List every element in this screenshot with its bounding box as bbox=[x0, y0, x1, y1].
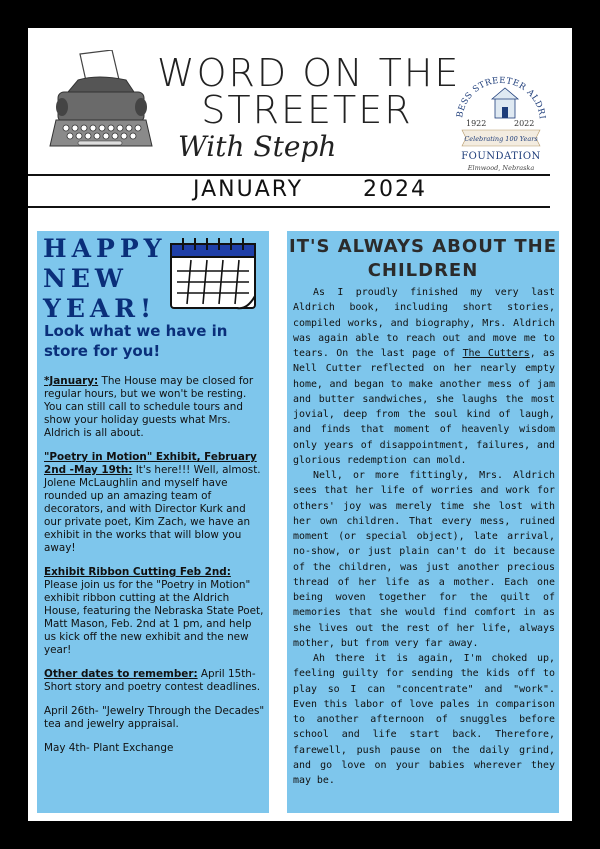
foundation-logo bbox=[452, 64, 550, 184]
newsletter-page bbox=[28, 28, 572, 821]
event-january: *January: The House may be closed for regular hours, but we won't be resting. You can still call to schedule tours and show your holiday guests what Mrs. Aldrich is all about. bbox=[44, 375, 254, 439]
issue-month: JANUARY bbox=[193, 177, 304, 202]
newsletter-title-line1: WORD ON THE bbox=[157, 51, 461, 95]
event-ribbon-cutting: Exhibit Ribbon Cutting Feb 2nd: Please join us for the "Poetry in Motion" exhibit ribbon cutting at the Aldrich House, featuring the Nebraska State Poet, Matt Mason, Feb. 2nd at 1 pm, and help us kick off the new exhibit and the new year! bbox=[44, 566, 264, 656]
svg-text:2022: 2022 bbox=[514, 119, 535, 128]
calendar-icon bbox=[167, 236, 259, 312]
svg-text:Elmwood, Nebraska: Elmwood, Nebraska bbox=[467, 164, 535, 172]
happy-new-year-heading: HAPPY NEW YEAR! bbox=[43, 234, 167, 323]
events-column bbox=[37, 231, 269, 813]
event-plant-exchange: May 4th- Plant Exchange bbox=[44, 742, 174, 754]
article-paragraph: Nell, or more fittingly, Mrs. Aldrich sees that her life of worries and work for others' joy was merely time she lost with her own children. That every mess, ruined moment (or special object), late arrival, no-show, or just plain can't do it because of the children, was just another precious thread of her life as a mother. Each one being woven together for the quilt of memories that she would find comfort in as she lives out the rest of her life, always mother, but from very far away. bbox=[293, 470, 555, 649]
store-subheading: Look what we have in store for you! bbox=[44, 322, 228, 360]
svg-text:Celebrating 100 Years: Celebrating 100 Years bbox=[464, 135, 538, 143]
date-banner bbox=[28, 174, 550, 208]
svg-text:FOUNDATION: FOUNDATION bbox=[461, 151, 541, 162]
issue-year: 2024 bbox=[363, 177, 427, 202]
article-column bbox=[287, 231, 559, 813]
newsletter-title-line2: STREETER bbox=[201, 88, 413, 132]
event-jewelry-tea: April 26th- "Jewelry Through the Decades" tea and jewelry appraisal. bbox=[44, 705, 265, 730]
article-paragraph: Ah there it is again, I'm choked up, feeling guilty for sending the kids off to play so I can "concentrate" and "work". Even this labor of love pales in comparison to another afternoon of snuggles before school and life start back. Therefore, farewell, push pause on the daily grind, and go love on your babies wherever they may be. bbox=[293, 653, 555, 786]
svg-text:BESS STREETER ALDRICH: BESS STREETER ALDRI bbox=[455, 75, 547, 120]
newsletter-subtitle: With Steph bbox=[178, 130, 337, 163]
events-list bbox=[44, 375, 266, 766]
svg-text:1922: 1922 bbox=[466, 119, 487, 128]
article-body bbox=[293, 285, 555, 788]
typewriter-icon bbox=[42, 50, 154, 156]
article-title: IT'S ALWAYS ABOUT THE CHILDREN bbox=[289, 236, 557, 281]
article-paragraph: As I proudly finished my very last Aldrich book, including short stories, compiled works, and biography, Mrs. Aldrich was again able to reach out and move me to tears. On the last page of The Cutters, as Nell Cutter reflected on her nearly empty home, and began to make another mess of jam and butter sandwiches, she laughs the most jovial, deep from the soul kind of laugh, and finds that moment of heavenly wisdom only years of disappointment, failures, and glorious redemption can mold. bbox=[293, 287, 556, 466]
event-other-dates: Other dates to remember: April 15th- Short story and poetry contest deadlines. bbox=[44, 668, 261, 693]
event-poetry-exhibit: "Poetry in Motion" Exhibit, February 2nd -May 19th: It's here!!! Well, almost. Jolene McLaughlin and myself have rounded up an amazing team of decorators, and with Director Kurk and our private poet, Kim Zach, we have an exhibit in the works that will blow you away! bbox=[44, 451, 261, 554]
